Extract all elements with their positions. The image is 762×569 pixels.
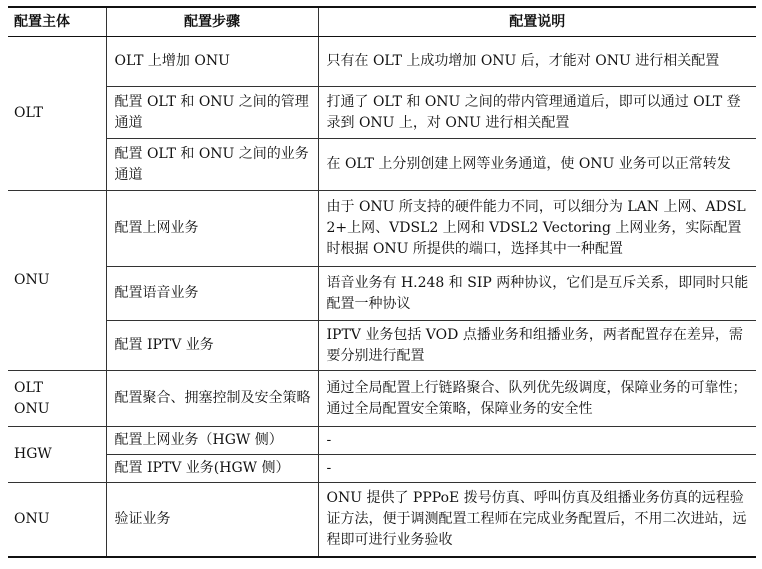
description-cell: 语音业务有 H.248 和 SIP 两种协议，它们是互斥关系，即同时只能配置一种协议 — [318, 267, 756, 321]
description-cell: 只有在 OLT 上成功增加 ONU 后，才能对 ONU 进行相关配置 — [318, 37, 756, 87]
step-cell: 配置 OLT 和 ONU 之间的业务通道 — [106, 139, 318, 191]
config-table-container — [8, 6, 756, 558]
description-cell: IPTV 业务包括 VOD 点播业务和组播业务，两者配置存在差异，需要分别进行配置 — [318, 321, 756, 371]
header-subject: 配置主体 — [8, 7, 106, 37]
step-cell: 配置 OLT 和 ONU 之间的管理通道 — [106, 87, 318, 139]
description-cell: 打通了 OLT 和 ONU 之间的带内管理通道后，即可以通过 OLT 登录到 ONU 上，对 ONU 进行相关配置 — [318, 87, 756, 139]
table-row — [8, 191, 756, 267]
description-cell: 通过全局配置上行链路聚合、队列优先级调度，保障业务的可靠性；通过全局配置安全策略，保障业务的安全性 — [318, 371, 756, 427]
table-row — [8, 37, 756, 87]
table-row — [8, 87, 756, 139]
description-cell: 在 OLT 上分别创建上网等业务通道，使 ONU 业务可以正常转发 — [318, 139, 756, 191]
description-cell: ONU 提供了 PPPoE 拨号仿真、呼叫仿真及组播业务仿真的远程验证方法，便于调测配置工程师在完成业务配置后，不用二次进站，远程即可进行业务验收 — [318, 483, 756, 557]
table-row — [8, 267, 756, 321]
header-step: 配置步骤 — [106, 7, 318, 37]
description-cell: - — [318, 427, 756, 455]
step-cell: 配置聚合、拥塞控制及安全策略 — [106, 371, 318, 427]
subject-cell-onu: ONU — [8, 191, 106, 371]
subject-cell-onu-verify: ONU — [8, 483, 106, 557]
table-row — [8, 427, 756, 455]
step-cell: 验证业务 — [106, 483, 318, 557]
table-header-row — [8, 7, 756, 37]
step-cell: 配置上网业务 — [106, 191, 318, 267]
step-cell: 配置上网业务（HGW 侧） — [106, 427, 318, 455]
table-row — [8, 371, 756, 427]
step-cell: 配置 IPTV 业务 — [106, 321, 318, 371]
step-cell: 配置语音业务 — [106, 267, 318, 321]
table-row — [8, 483, 756, 557]
header-description: 配置说明 — [318, 7, 756, 37]
subject-cell-hgw: HGW — [8, 427, 106, 483]
description-cell: 由于 ONU 所支持的硬件能力不同，可以细分为 LAN 上网、ADSL2+上网、VDSL2 上网和 VDSL2 Vectoring 上网业务，实际配置时根据 ONU 所提供的端口，选择其中一种配置 — [318, 191, 756, 267]
table-row — [8, 321, 756, 371]
table-row — [8, 139, 756, 191]
subject-cell-olt: OLT — [8, 37, 106, 191]
step-cell: OLT 上增加 ONU — [106, 37, 318, 87]
table-row — [8, 455, 756, 483]
description-cell: - — [318, 455, 756, 483]
subject-cell-olt-onu: OLT ONU — [8, 371, 106, 427]
config-table — [8, 6, 756, 558]
step-cell: 配置 IPTV 业务(HGW 侧） — [106, 455, 318, 483]
